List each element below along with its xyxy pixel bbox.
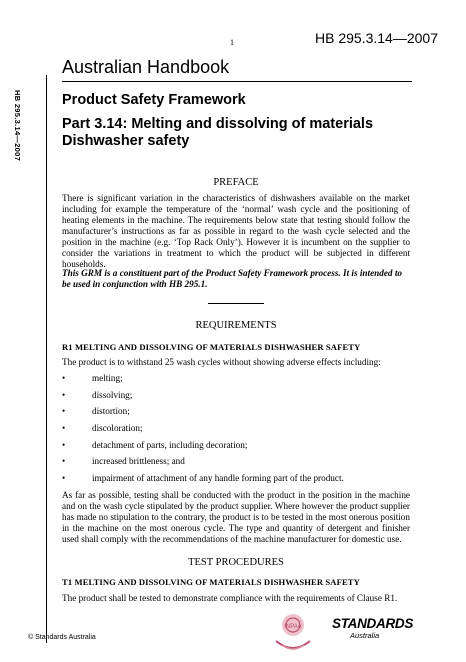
section-divider [208,303,264,304]
title-underline [62,81,412,82]
side-code-text: HB 295.3.14—2007 [13,90,22,162]
preface-note: This GRM is a constituent part of the Product Safety Framework process. It is intended to be used in conjunction with HB 295.1. [62,268,402,289]
standards-australia-logo [332,616,422,652]
list-item: • dissolving; [62,390,410,407]
test-clause-t1: T1 MELTING AND DISSOLVING OF MATERIALS DISHWASHER SAFETY [62,577,360,587]
list-item: • increased brittleness; and [62,456,410,473]
page-number: 1 [230,38,234,47]
inpaa-logo [268,611,318,657]
part-title-line1: Part 3.14: Melting and dissolving of materials [62,116,374,132]
requirement-clause-r1: R1 MELTING AND DISSOLVING OF MATERIALS DISHWASHER SAFETY [62,342,361,352]
preface-paragraph: There is significant variation in the characteristics of dishwashers available on the market including for example the temperature of the ‘normal’ wash cycle and the positioning of heating elements in the machine. The requirements below state that testing should follow the manufacturer’s instructions as far as possible in regard to the wash cycle selected and the position in the machine (e.g. ‘Top Rack Only’). However it is incumbent on the supplier to consider the variations in treatment to which the product will be subjected in different households. [62,193,410,269]
test-procedures-heading: TEST PROCEDURES [188,557,284,568]
list-item: • impairment of attachment of any handle forming part of the product. [62,473,410,490]
preface-heading: PREFACE [213,177,259,188]
framework-title: Product Safety Framework [62,92,246,108]
copyright-notice: © Standards Australia [28,634,96,641]
list-item: • melting; [62,373,410,390]
requirements-paragraph: As far as possible, testing shall be conducted with the product in the position in the machine and on the wash cycle stipulated by the product supplier. Where however the product supplier has made no stipulation to the contrary, the product is to be tested in the most onerous position in the machine on the most onerous cycle. The type and quantity of detergent and finisher used shall comply with the recommendations of the machine manufacturer for domestic use. [62,490,410,544]
list-item: • distortion; [62,406,410,423]
requirements-heading: REQUIREMENTS [195,320,277,331]
margin-rule [46,75,47,643]
test-procedures-text: The product shall be tested to demonstrate compliance with the requirements of Clause R1. [62,593,398,603]
adverse-effects-list [62,373,410,490]
requirements-intro: The product is to withstand 25 wash cycles without showing adverse effects including: [62,357,381,367]
document-code: HB 295.3.14—2007 [315,30,438,46]
part-title-line2: Dishwasher safety [62,133,190,149]
standards-logo-word: STANDARDS [332,616,414,631]
inpaa-logo-graphic [268,611,318,657]
side-document-code [12,90,22,210]
list-item: • detachment of parts, including decoration; [62,440,410,457]
part-title [62,116,373,150]
list-item: • discoloration; [62,423,410,440]
standards-logo-sub: Australia [350,631,380,640]
inpaa-logo-text: INPAA [284,624,302,630]
handbook-title: Australian Handbook [62,57,230,77]
